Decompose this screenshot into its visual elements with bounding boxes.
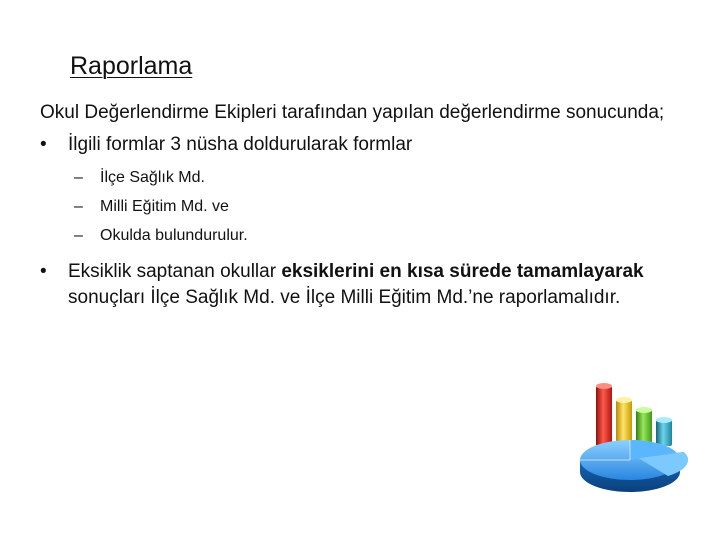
sub-item-text: Okulda bulundurulur.	[100, 227, 248, 244]
sub-list-item	[40, 195, 682, 218]
slide-content	[40, 100, 682, 311]
bar-and-pie-chart-icon	[572, 380, 694, 500]
sub-item-text: Milli Eğitim Md. ve	[100, 198, 229, 215]
intro-text: Okul Değerlendirme Ekipleri tarafından yapılan değerlendirme sonucunda;	[40, 102, 665, 123]
sub-list-item	[40, 224, 682, 247]
bullet-item	[40, 259, 682, 311]
bullet-text-part: sonuçları İlçe Sağlık Md. ve İlçe Milli Eğitim Md.’ne raporlamalıdır.	[68, 287, 621, 308]
bullet-marker: •	[40, 134, 47, 155]
bullet-text-bold: eksiklerini en kısa sürede tamamlayarak	[281, 261, 644, 282]
sub-list	[40, 166, 682, 247]
slide-title: Raporlama	[70, 52, 193, 80]
sub-item-text: İlçe Sağlık Md.	[100, 169, 205, 186]
dash-marker: –	[74, 198, 83, 215]
bullet-text	[68, 261, 644, 308]
bullet-marker: •	[40, 261, 47, 282]
bullet-item	[40, 132, 682, 158]
dash-marker: –	[74, 169, 83, 186]
bullet-text-part: Eksiklik saptanan okullar	[68, 261, 282, 282]
bullet-text: İlgili formlar 3 nüsha doldurularak formlar	[68, 134, 413, 155]
dash-marker: –	[74, 227, 83, 244]
sub-list-item	[40, 166, 682, 189]
